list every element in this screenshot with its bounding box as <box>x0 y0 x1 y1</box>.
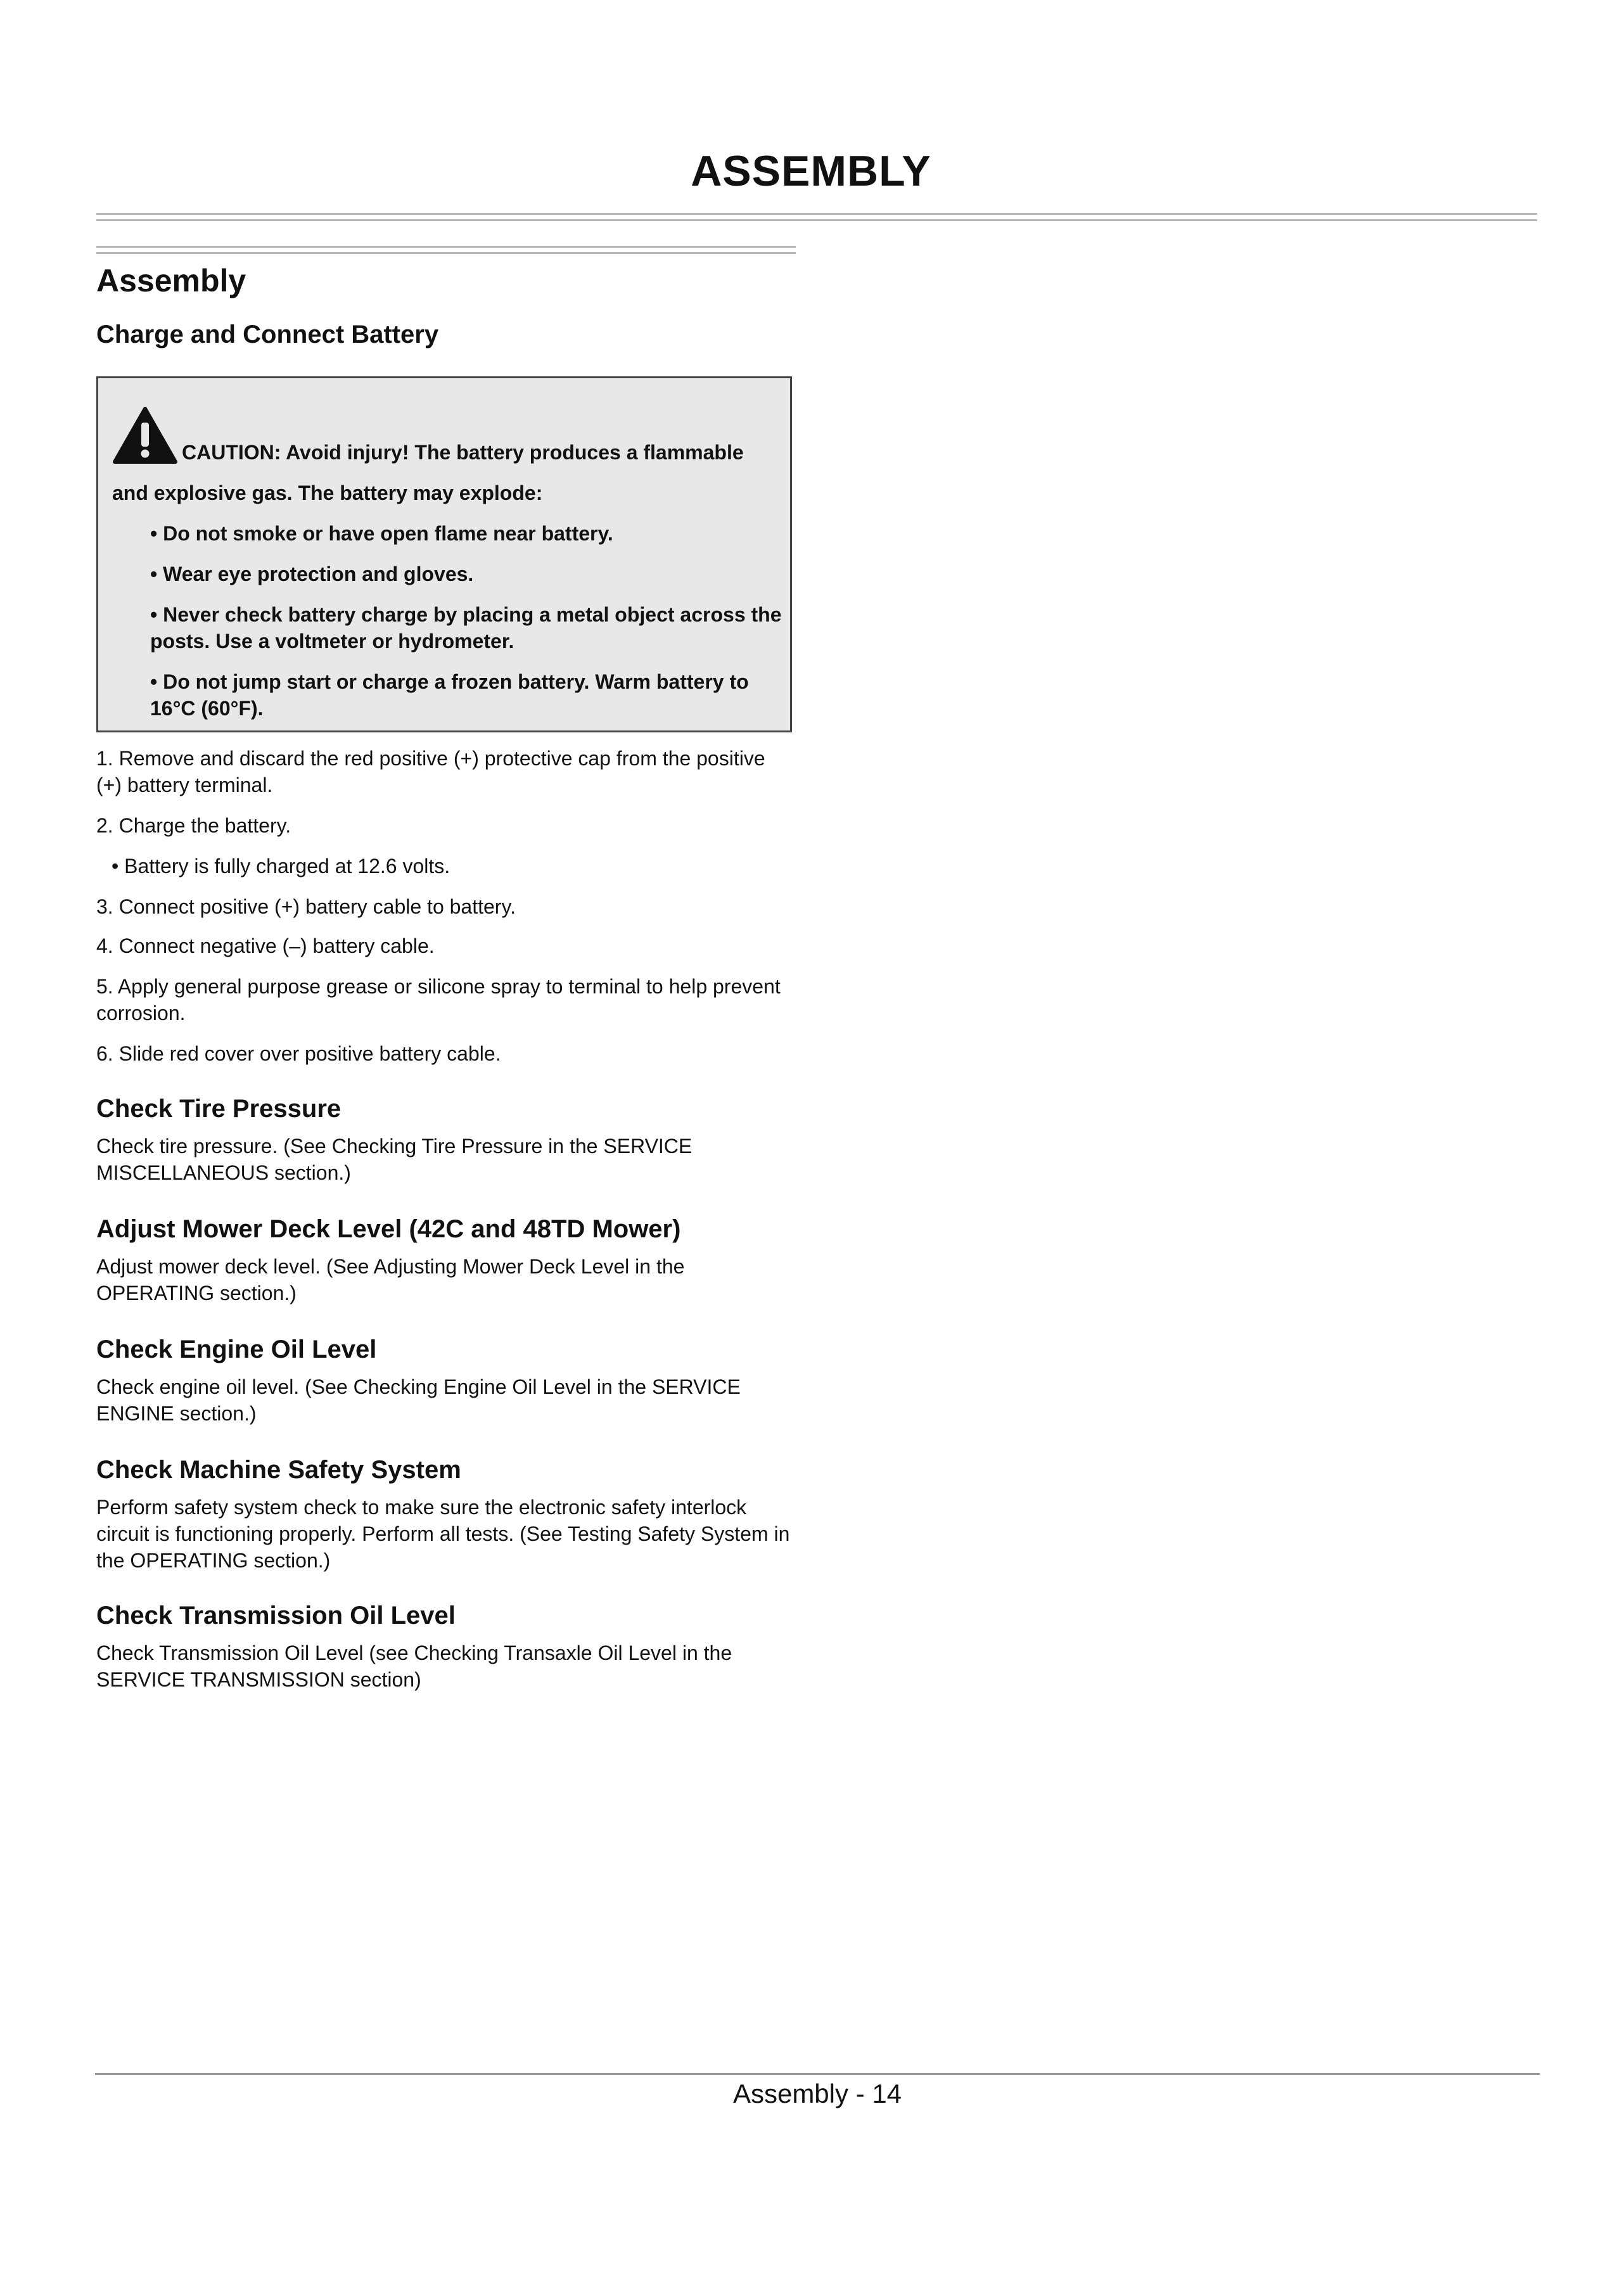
column-rule-bottom <box>96 252 796 254</box>
deck-text: Adjust mower deck level. (See Adjusting Mower Deck Level in the OPERATING section.) <box>96 1255 685 1304</box>
caution-box <box>96 376 792 732</box>
oil-text: Check engine oil level. (See Checking Engine Oil Level in the SERVICE ENGINE section.) <box>96 1375 741 1425</box>
caution-line-1: CAUTION: Avoid injury! The battery produces a flammable <box>182 441 744 464</box>
step-5: 5. Apply general purpose grease or silicone spray to terminal to help prevent corrosion. <box>96 975 781 1024</box>
heading-transmission-oil: Check Transmission Oil Level <box>96 1602 456 1630</box>
heading-deck-level: Adjust Mower Deck Level (42C and 48TD Mower) <box>96 1215 681 1243</box>
section-title: Assembly <box>96 263 246 298</box>
step-6: 6. Slide red cover over positive battery cable. <box>96 1042 501 1065</box>
caution-bullet: • Do not smoke or have open flame near battery. <box>150 522 613 545</box>
heading-charge-battery: Charge and Connect Battery <box>96 321 439 348</box>
caution-bullet: • Wear eye protection and gloves. <box>150 563 474 585</box>
tire-text: Check tire pressure. (See Checking Tire Pressure in the SERVICE MISCELLANEOUS section.) <box>96 1135 693 1184</box>
safety-text: Perform safety system check to make sure the electronic safety interlock circuit is functioning properly. Perform all tests. (See Testing Safety System in the OPERATING section.) <box>96 1496 790 1572</box>
step-1: 1. Remove and discard the red positive (+) protective cap from the positive (+) battery terminal. <box>96 747 765 796</box>
step-4: 4. Connect negative (–) battery cable. <box>96 934 435 957</box>
transmission-text: Check Transmission Oil Level (see Checking Transaxle Oil Level in the SERVICE TRANSMISSION section) <box>96 1642 732 1691</box>
column-rule-top <box>96 246 796 248</box>
footer-rule <box>95 2073 1540 2075</box>
step-3: 3. Connect positive (+) battery cable to battery. <box>96 895 516 918</box>
warning-triangle-icon <box>112 406 178 464</box>
caution-bullet: • Do not jump start or charge a frozen battery. Warm battery to 16°C (60°F). <box>150 670 749 720</box>
heading-engine-oil: Check Engine Oil Level <box>96 1336 377 1363</box>
header-rule-bottom <box>96 219 1537 221</box>
page-title: ASSEMBLY <box>691 147 931 195</box>
heading-tire-pressure: Check Tire Pressure <box>96 1095 342 1123</box>
step-2-note: • Battery is fully charged at 12.6 volts. <box>112 855 450 877</box>
caution-line-2: and explosive gas. The battery may explode: <box>112 482 543 504</box>
step-2: 2. Charge the battery. <box>96 814 291 837</box>
header-rule-top <box>96 213 1537 215</box>
footer-page-number: Assembly - 14 <box>732 2079 902 2108</box>
caution-bullet: • Never check battery charge by placing a metal object across the posts. Use a voltmeter or hydrometer. <box>150 603 782 653</box>
heading-safety-system: Check Machine Safety System <box>96 1456 461 1484</box>
